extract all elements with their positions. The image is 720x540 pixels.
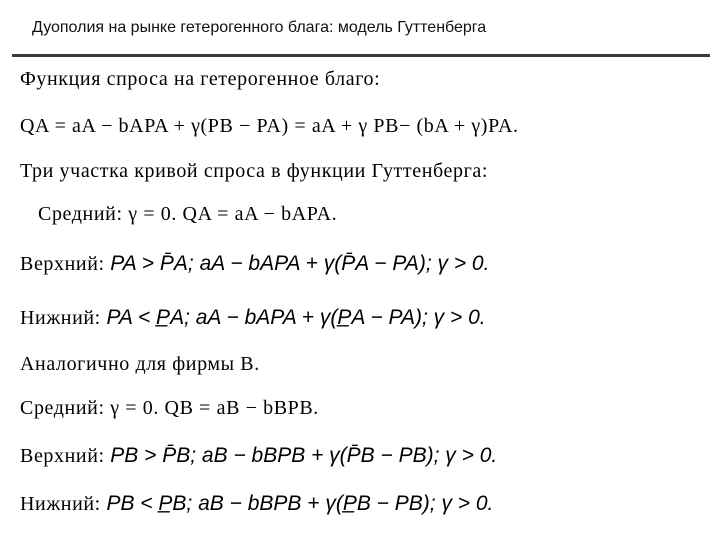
header-divider — [12, 54, 710, 57]
b-upper-formula: PB > P̄B; aB − bBPB + γ(P̄B − PB); γ > 0. — [110, 444, 498, 467]
a-upper-row — [20, 252, 489, 276]
a-middle-row — [38, 203, 337, 226]
a-lower-row — [20, 306, 486, 330]
demand-formula: QA = aA − bAPA + γ(PB − PA) = aA + γ PB− (bA + γ)PA. — [20, 115, 519, 137]
b-middle-label: Средний: — [20, 397, 105, 419]
b-lower-formula: PB < P̲B; aB − bBPB + γ(P̲B − PB); γ > 0. — [106, 492, 494, 515]
three-sections-heading: Три участка кривой спроса в функции Гуттенберга: — [20, 160, 489, 182]
a-lower-label: Нижний: — [20, 307, 101, 329]
b-upper-label: Верхний: — [20, 445, 105, 467]
b-middle-row — [20, 397, 319, 420]
b-upper-row — [20, 444, 497, 468]
analog-note: Аналогично для фирмы B. — [20, 353, 260, 375]
b-middle-formula: γ = 0. QB = aB − bBPB. — [110, 397, 319, 419]
slide-title: Дуополия на рынке гетерогенного блага: модель Гуттенберга — [32, 19, 487, 36]
b-lower-label: Нижний: — [20, 493, 101, 515]
a-middle-formula: γ = 0. QA = aA − bAPA. — [128, 203, 338, 225]
demand-heading: Функция спроса на гетерогенное благо: — [20, 68, 381, 90]
slide-header — [0, 0, 720, 58]
a-middle-label: Средний: — [38, 203, 123, 225]
a-upper-formula: PA > P̄A; aA − bAPA + γ(P̄A − PA); γ > 0. — [110, 252, 490, 275]
b-lower-row — [20, 492, 493, 516]
a-lower-formula: PA < P̲A; aA − bAPA + γ(P̲A − PA); γ > 0. — [106, 306, 486, 329]
a-upper-label: Верхний: — [20, 253, 105, 275]
